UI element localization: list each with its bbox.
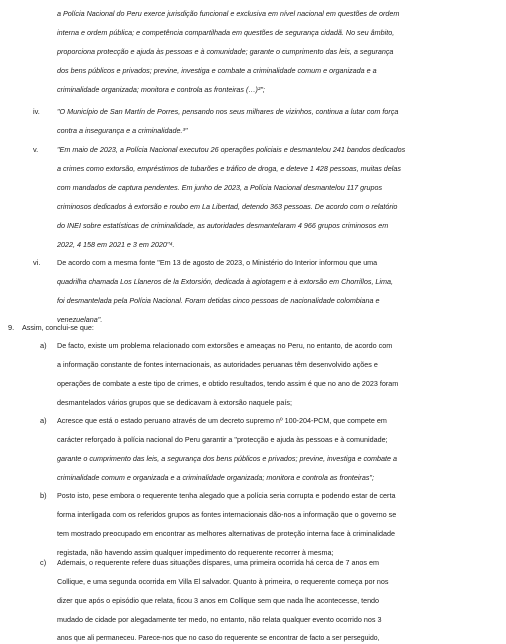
subitem-marker: iv. (33, 107, 40, 116)
text-line: criminalidade organizada; monitora e controla as fronteiras (…)²"; (57, 85, 265, 94)
text-line: Posto isto, pese embora o requerente tenha alegado que a polícia seria corrupta e podendo estar de certa (57, 491, 396, 500)
text-line: "O Município de San Martín de Porres, pensando nos seus milhares de vizinhos, continua a lutar com força (57, 107, 399, 116)
paragraph-intro: Assim, conclui-se que: (22, 323, 94, 332)
text-line: do INEI sobre estatísticas de criminalidade, as autoridades desmantelaram 4 966 grupos criminosos em (57, 221, 389, 230)
text-line: De facto, existe um problema relacionado com extorsões e ameaças no Peru, no entanto, de acordo com (57, 341, 393, 350)
text-line: a crimes como extorsão, empréstimos de tubarões e tráfico de droga, e deteve 1 428 pessoas, muitas delas (57, 164, 401, 173)
text-line: garante o cumprimento das leis, a segurança dos bens públicos e privados; previne, investiga e combate a (57, 454, 398, 463)
item-marker: a) (40, 416, 47, 425)
text-line: proporciona protecção e ajuda às pessoas e à comunidade; garante o cumprimento das leis, a segurança (57, 47, 394, 56)
subitem-marker: v. (33, 145, 39, 154)
text-line: Ademais, o requerente refere duas situações díspares, uma primeira ocorrida há cerca de 7 anos em (57, 558, 380, 567)
item-marker: c) (40, 558, 47, 567)
text-line: a informação constante de fontes internacionais, as autoridades peruanas têm desenvolvido ações e (57, 360, 378, 369)
subitem-marker: vi. (33, 258, 41, 267)
text-line: criminosos dedicados à extorsão e roubo em La Libertad, detendo 363 pessoas. De acordo com o relatório (57, 202, 398, 211)
text-line: Collique, e uma segunda ocorrida em Villa El salvador. Quanto à primeira, o requerente começa por nos (57, 577, 389, 586)
text-line: carácter reforçado à polícia nacional do Peru garantir a "protecção e ajuda às pessoas e à comunidade; (57, 435, 388, 444)
text-line: foi desmantelada pela Polícia Nacional. Foram detidas cinco pessoas de nacionalidade colombiana e (57, 296, 380, 305)
text-line: Acresce que está o estado peruano através de um decreto supremo nº 100-204-PCM, que compete em (57, 416, 387, 425)
text-line: contra a insegurança e a criminalidade.³" (57, 126, 188, 135)
text-line: criminalidade comum e organizada e a criminalidade organizada; monitora e controla as fronteiras"; (57, 473, 374, 482)
text-line: tem mostrado preocupado em encontrar as melhores alternativas de proteção interna face à criminalidade (57, 529, 395, 538)
text-line: 2022, 4 158 em 2021 e 3 em 2020"⁴. (57, 240, 175, 249)
text-line: com mandados de captura pendentes. Em junho de 2023, a Polícia Nacional desmantelou 117 grupos (57, 183, 383, 192)
text-line: mudado de cidade por alegadamente ter medo, no entanto, não relata qualquer evento ocorrido nos 3 (57, 615, 382, 624)
text-line: anos que ali permaneceu. Parece-nos que no caso do requerente se encontrar de facto a ser perseguido, (57, 635, 380, 642)
text-line: dos bens públicos e privados; previne, investiga e combate a criminalidade comum e organizada e a (57, 66, 377, 75)
paragraph-number: 9. (8, 323, 15, 332)
text-line: registada, não havendo assim qualquer impedimento do requerente recorrer à mesma; (57, 548, 334, 557)
text-line: a Polícia Nacional do Peru exerce jurisdição funcional e exclusiva em nível nacional em questões de ordem (57, 9, 400, 18)
text-line: venezuelana". (57, 315, 103, 324)
text-line: quadrilha chamada Los Llaneros de la Extorsión, dedicada à agiotagem e à extorsão em Chorrillos, Lima, (57, 277, 394, 286)
item-marker: b) (40, 491, 47, 500)
text-line: interna e ordem pública; e competência compartilhada em questões de segurança cidadã. No seu âmbito, (57, 28, 395, 37)
text-line: desmantelados vários grupos que se dedicavam à extorsão naquele país; (57, 398, 292, 407)
text-line: "Em maio de 2023, a Polícia Nacional executou 26 operações policiais e desmantelou 241 bandos dedicados (57, 145, 406, 154)
text-line: De acordo com a mesma fonte "Em 13 de agosto de 2023, o Ministério do Interior informou que uma (57, 258, 378, 267)
text-line: forma interligada com os referidos grupos as fontes internacionais dão-nos a informação que o governo se (57, 510, 397, 519)
text-line: operações de combate a este tipo de crimes, e obtido resultados, tendo assim é que no ano de 2023 foram (57, 379, 399, 388)
item-marker: a) (40, 341, 47, 350)
text-line: dizer que após o episódio que relata, ficou 3 anos em Collique sem que nada lhe acontecesse, tendo (57, 596, 380, 605)
